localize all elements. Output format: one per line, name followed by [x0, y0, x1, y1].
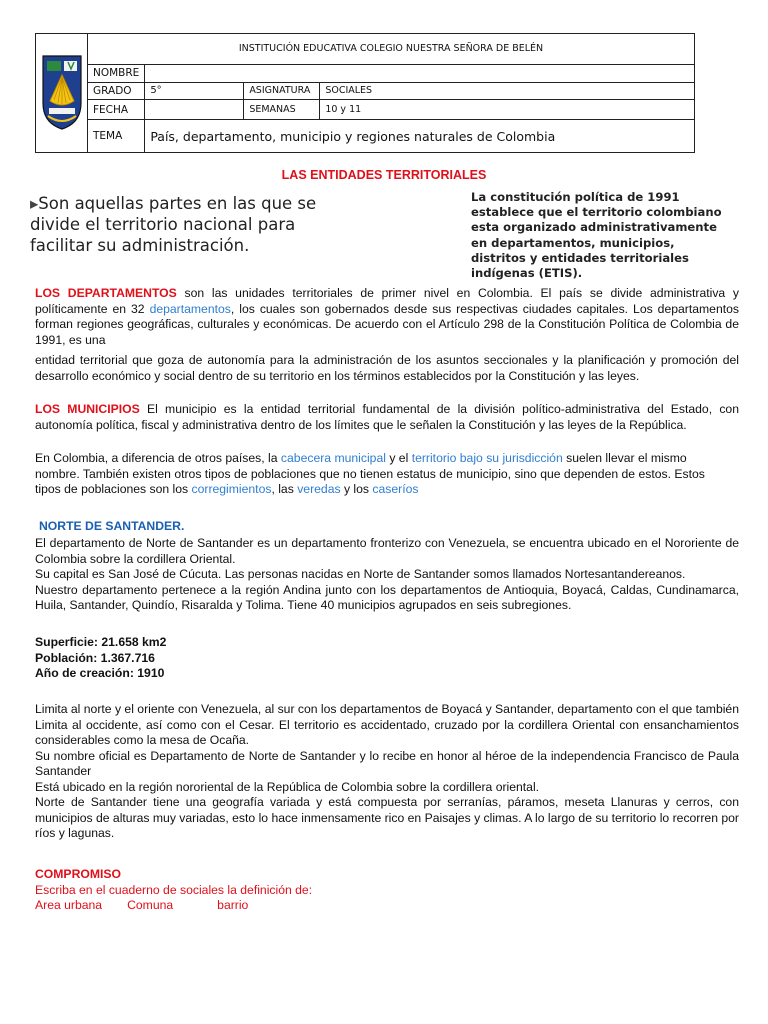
grado-value: 5° — [145, 82, 244, 99]
poblacion-fact: Población: 1.367.716 — [35, 650, 155, 665]
compromiso-heading: COMPROMISO — [35, 867, 121, 881]
colombia-paragraph — [35, 451, 725, 498]
asignatura-label: ASIGNATURA — [244, 82, 320, 99]
cabecera-link[interactable]: cabecera municipal — [280, 451, 386, 465]
colombia-text-4: , las — [271, 482, 298, 496]
term-barrio: barrio — [217, 898, 249, 912]
fecha-field[interactable] — [145, 100, 244, 120]
norte-heading: NORTE DE SANTANDER. — [39, 519, 185, 533]
school-logo — [36, 34, 88, 153]
semanas-label: SEMANAS — [244, 100, 320, 120]
fecha-label: FECHA — [88, 100, 145, 120]
colombia-text-3: suelen llevar el mismo nombre. También existen otros tipos de poblaciones que no tienen estatus de municipio, sino que dependen de estos. Estos tipos de poblaciones son los — [35, 451, 705, 496]
school-crest-icon — [40, 53, 84, 131]
facts-block — [35, 635, 739, 682]
departamentos-text-1: son las unidades territoriales de primer nivel en Colombia. El país se divide administrativa y políticamente en 32 — [35, 286, 740, 316]
semanas-value: 10 y 11 — [320, 100, 695, 120]
grado-label: GRADO — [88, 82, 145, 99]
definition-block — [30, 193, 360, 256]
constitution-note: La constitución política de 1991 establece que el territorio colombiano esta organizado administrativamente en departamentos, municipios, distritos y entidades territoriales indígenas (ETIS). — [471, 190, 722, 281]
norte-paragraph — [35, 536, 739, 614]
colombia-text-5: y los — [340, 482, 373, 496]
term-area-urbana: Area urbana — [35, 898, 103, 912]
norte-p2: Su capital es San José de Cúcuta. Las personas nacidas en Norte de Santander somos llamados Nortesantandereanos. — [35, 567, 686, 581]
compromiso-terms — [35, 898, 739, 914]
compromiso-instruction: Escriba en el cuaderno de sociales la definición de: — [35, 882, 313, 897]
municipios-text: El municipio es la entidad territorial fundamental de la división político-administrativa del Estado, con autonomía política, fiscal y administrativa dentro de los límites que le señalen la Constitución y las leyes de la República. — [35, 402, 739, 432]
departamentos-text-2: , los cuales son gobernados desde sus respectivas ciudades capitales. Los departamentos forman regiones geográficas, culturales y económicas. De acuerdo con el Artículo 298 de la Constitución Política de Colombia de 1991, es una — [35, 301, 739, 347]
tema-value: País, departamento, municipio y regiones naturales de Colombia — [145, 120, 695, 153]
veredas-link[interactable]: veredas — [297, 482, 341, 496]
limits-p4: Norte de Santander tiene una geografía variada y está compuesta por serranías, páramos, meseta Llanuras y cerros, con municipios de alturas muy variadas, esto lo hace inmensamente rico en Paisajes y climas. A lo largo de su territorio lo recorren por ríos y lagunas. — [35, 795, 739, 840]
colombia-text-2: y el — [385, 451, 412, 465]
departamentos-heading: LOS DEPARTAMENTOS — [35, 286, 177, 300]
term-comuna: Comuna — [127, 898, 174, 912]
nombre-label: NOMBRE — [88, 64, 145, 82]
territorio-link[interactable]: territorio bajo su jurisdicción — [411, 451, 563, 465]
definition-text: Son aquellas partes en las que se divide el territorio nacional para facilitar su administración. — [30, 194, 317, 255]
page-title: LAS ENTIDADES TERRITORIALES — [281, 168, 487, 182]
header-table — [35, 33, 695, 153]
limits-paragraph — [35, 702, 739, 842]
departamentos-paragraph — [35, 286, 739, 348]
corregimientos-link[interactable]: corregimientos — [191, 482, 272, 496]
asignatura-value: SOCIALES — [320, 82, 695, 99]
norte-p1: El departamento de Norte de Santander es un departamento fronterizo con Venezuela, se encuentra ubicado en el Nororiente de Colombia sobre la cordillera Oriental. — [35, 536, 739, 566]
limits-p3: Está ubicado en la región nororiental de la República de Colombia sobre la cordillera oriental. — [35, 779, 540, 794]
norte-p3: Nuestro departamento pertenece a la región Andina junto con los departamentos de Antioquia, Boyacá, Caldas, Cundinamarca, Huila, Santander, Quindío, Risaralda y Tolima. Tiene 40 municipios agrupados en seis subregiones. — [35, 582, 739, 612]
municipios-heading: LOS MUNICIPIOS — [35, 402, 140, 416]
arrow-bullet-icon: ▸ — [30, 194, 39, 213]
caserios-link[interactable]: caseríos — [372, 482, 419, 496]
superficie-fact: Superficie: 21.658 km2 — [35, 635, 167, 649]
municipios-paragraph — [35, 402, 739, 433]
creacion-fact: Año de creación: 1910 — [35, 666, 165, 680]
departamentos-link[interactable]: departamentos — [149, 301, 231, 316]
institution-name: INSTITUCIÓN EDUCATIVA COLEGIO NUESTRA SEÑORA DE BELÉN — [88, 34, 695, 65]
limits-p2: Su nombre oficial es Departamento de Norte de Santander y lo recibe en honor al héroe de la independencia Francisco de Paula Santander — [35, 748, 739, 778]
compromiso-block — [35, 867, 739, 914]
departamentos-paragraph-2: entidad territorial que goza de autonomía para la administración de los asuntos seccionales y la planificación y promoción del desarrollo económico y social dentro de su territorio en los términos establecidos por la Constitución y las leyes. — [35, 353, 739, 383]
limits-p1: Limita al norte y el oriente con Venezuela, al sur con los departamentos de Boyacá y Santander, departamento con el que también Limita al occidente, así como con el Cesar. El territorio es accidentado, cruzado por la cordillera Oriental con ensanchamientos considerables como la mesa de Ocaña. — [35, 702, 739, 747]
colombia-text-1: En Colombia, a diferencia de otros países, la — [35, 451, 281, 465]
tema-label: TEMA — [88, 120, 145, 153]
nombre-field[interactable] — [145, 64, 695, 82]
